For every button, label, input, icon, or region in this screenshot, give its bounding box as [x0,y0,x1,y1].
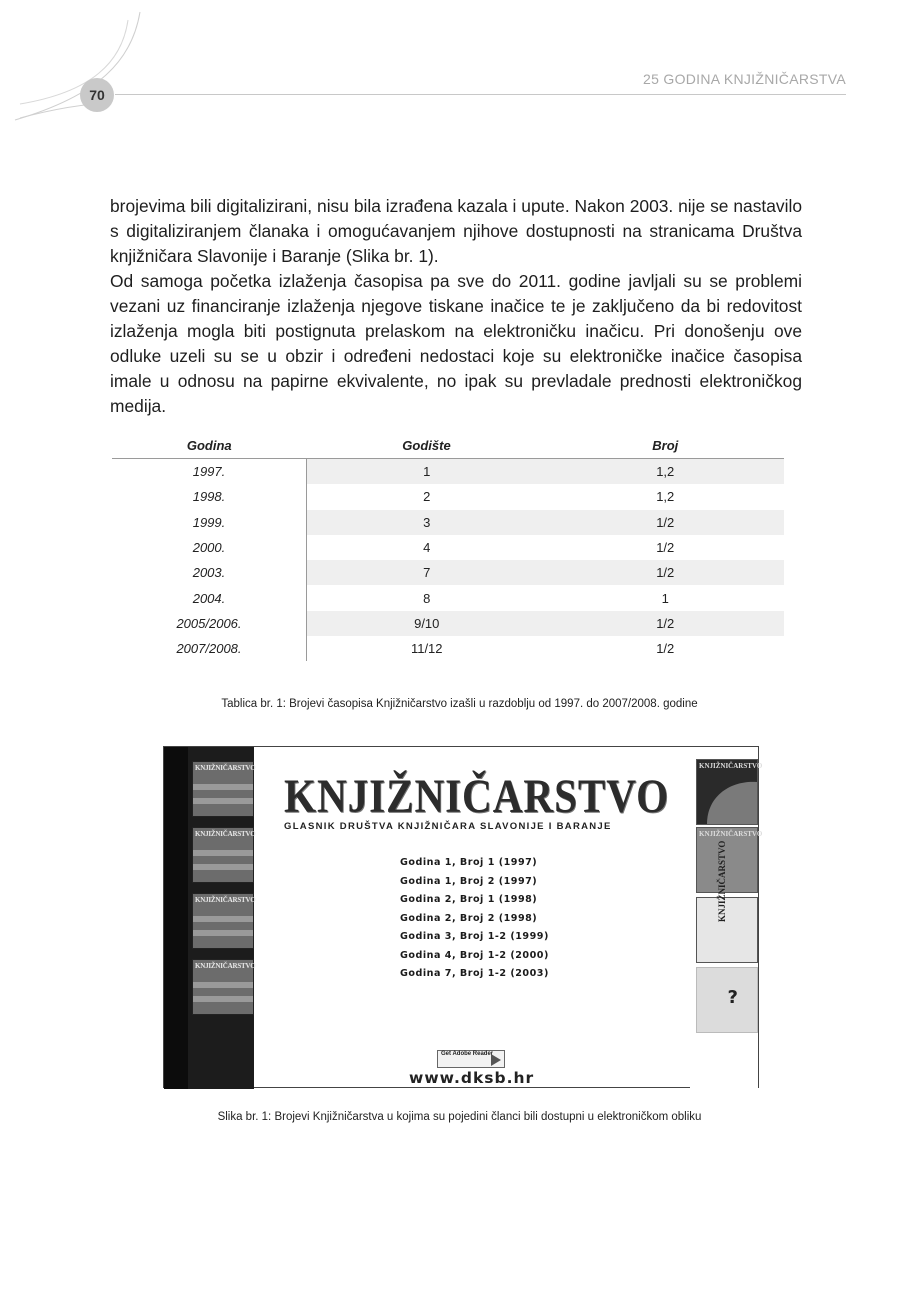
issues-table [112,432,784,661]
issue-link[interactable]: Godina 2, Broj 1 (1998) [400,894,538,905]
cell-volume: 7 [307,560,547,585]
issue-link[interactable]: Godina 3, Broj 1-2 (1999) [400,931,549,942]
issue-link[interactable]: Godina 1, Broj 1 (1997) [400,857,538,868]
cell-year: 1997. [112,459,307,485]
adobe-reader-badge[interactable] [437,1050,505,1068]
paragraph-1: brojevima bili digitalizirani, nisu bila izrađena kazala i upute. Nakon 2003. nije se nastavilo s digitaliziranjem članaka i omogućavanjem njihove dostupnosti na stranicama Društva knjižničara Slavonije i Baranje (Slika br. 1). [110,196,802,266]
question-mark-icon: ? [727,987,738,1008]
cell-year: 2004. [112,585,307,610]
cell-issue: 1,2 [547,459,785,485]
cell-year: 2000. [112,535,307,560]
cell-issue: 1/2 [547,611,785,636]
site-url[interactable]: www.dksb.hr [409,1069,535,1087]
left-covers-panel [164,747,254,1089]
right-covers-panel [690,747,763,1089]
cell-volume: 11/12 [410,641,443,657]
cell-year: 2005/2006. [112,611,307,636]
table-row [112,484,784,509]
site-title: KNJIŽNIČARSTVO [284,770,670,823]
page-number: 70 [80,78,114,112]
cell-volume: 1 [307,459,547,485]
cell-volume: 8 [423,590,431,606]
cell-issue: 1 [661,590,669,606]
cover-thumbnail: KNJIŽNIČARSTVO [192,959,254,1015]
header-rule [115,94,846,95]
running-title: 25 GODINA KNJIŽNIČARSTVA [643,71,846,87]
cell-issue: 1/2 [547,510,785,535]
arrow-icon [491,1054,501,1066]
cell-year: 2007/2008. [112,636,307,661]
cover-thumbnail: KNJIŽNIČARSTVO [192,827,254,883]
cover-thumbnail: KNJIŽNIČARSTVO [192,893,254,949]
site-subtitle: GLASNIK DRUŠTVA KNJIŽNIČARA SLAVONIJE I BARANJE [284,821,612,832]
cover-thumbnail: KNJIŽNIČARSTVO [696,897,758,963]
cover-thumbnail: KNJIŽNIČARSTVO [696,759,758,825]
cell-volume: 9/10 [307,611,547,636]
table-row [112,611,784,636]
column-header-volume: Godište [307,432,547,459]
table-row [112,459,784,485]
cell-issue: 1/2 [656,641,675,657]
table-caption: Tablica br. 1: Brojevi časopisa Knjižničarstvo izašli u razdoblju od 1997. do 2007/2008. godine [221,698,698,710]
table-header-row [112,432,784,459]
website-screenshot [163,746,763,1088]
issue-link[interactable]: Godina 7, Broj 1-2 (2003) [400,968,549,979]
adobe-reader-label: Get Adobe Reader [441,1051,494,1057]
cell-year: 1999. [112,510,307,535]
cell-issue: 1,2 [656,489,675,505]
cell-year: 2003. [112,560,307,585]
column-header-year: Godina [112,432,307,459]
table-row [112,636,784,661]
cover-thumbnail: KNJIŽNIČARSTVO [192,761,254,817]
figure-caption: Slika br. 1: Brojevi Knjižničarstva u kojima su pojedini članci bili dostupni u elektroničkom obliku [217,1111,702,1123]
cell-volume: 3 [307,510,547,535]
issue-link[interactable]: Godina 4, Broj 1-2 (2000) [400,949,549,961]
header-decoration [0,0,200,140]
table-row [112,535,784,560]
body-text [110,194,802,419]
cover-thumbnail: KNJIŽNIČARSTVO [696,827,758,893]
issue-link[interactable]: Godina 1, Broj 2 (1997) [400,875,538,887]
planet-icon [697,760,757,824]
issue-link[interactable]: Godina 2, Broj 2 (1998) [400,912,538,924]
cell-volume: 2 [423,489,431,505]
table-row [112,510,784,535]
paragraph-2: Od samoga početka izlaženja časopisa pa sve do 2011. godine javljali su se problemi vezani uz financiranje izlaženja njegove tiskane inačice te je zaključeno da bi redovitost izlaženja mogla biti postignuta prelaskom na elektroničku inačicu. Pri donošenju ove odluke uzeli su se u obzir i određeni nedostaci koje su elektroničke inačice časopisa imale u odnosu na papirne ekvivalente, no ipak su prevladale prednosti elektroničkog medija. [110,271,802,416]
cell-issue: 1/2 [547,560,785,585]
table-row [112,585,784,610]
cell-year: 1998. [112,484,307,509]
column-header-issue: Broj [547,432,785,459]
cell-issue: 1/2 [656,540,675,556]
table-row [112,560,784,585]
issue-links [400,857,549,987]
cell-volume: 4 [423,540,431,556]
